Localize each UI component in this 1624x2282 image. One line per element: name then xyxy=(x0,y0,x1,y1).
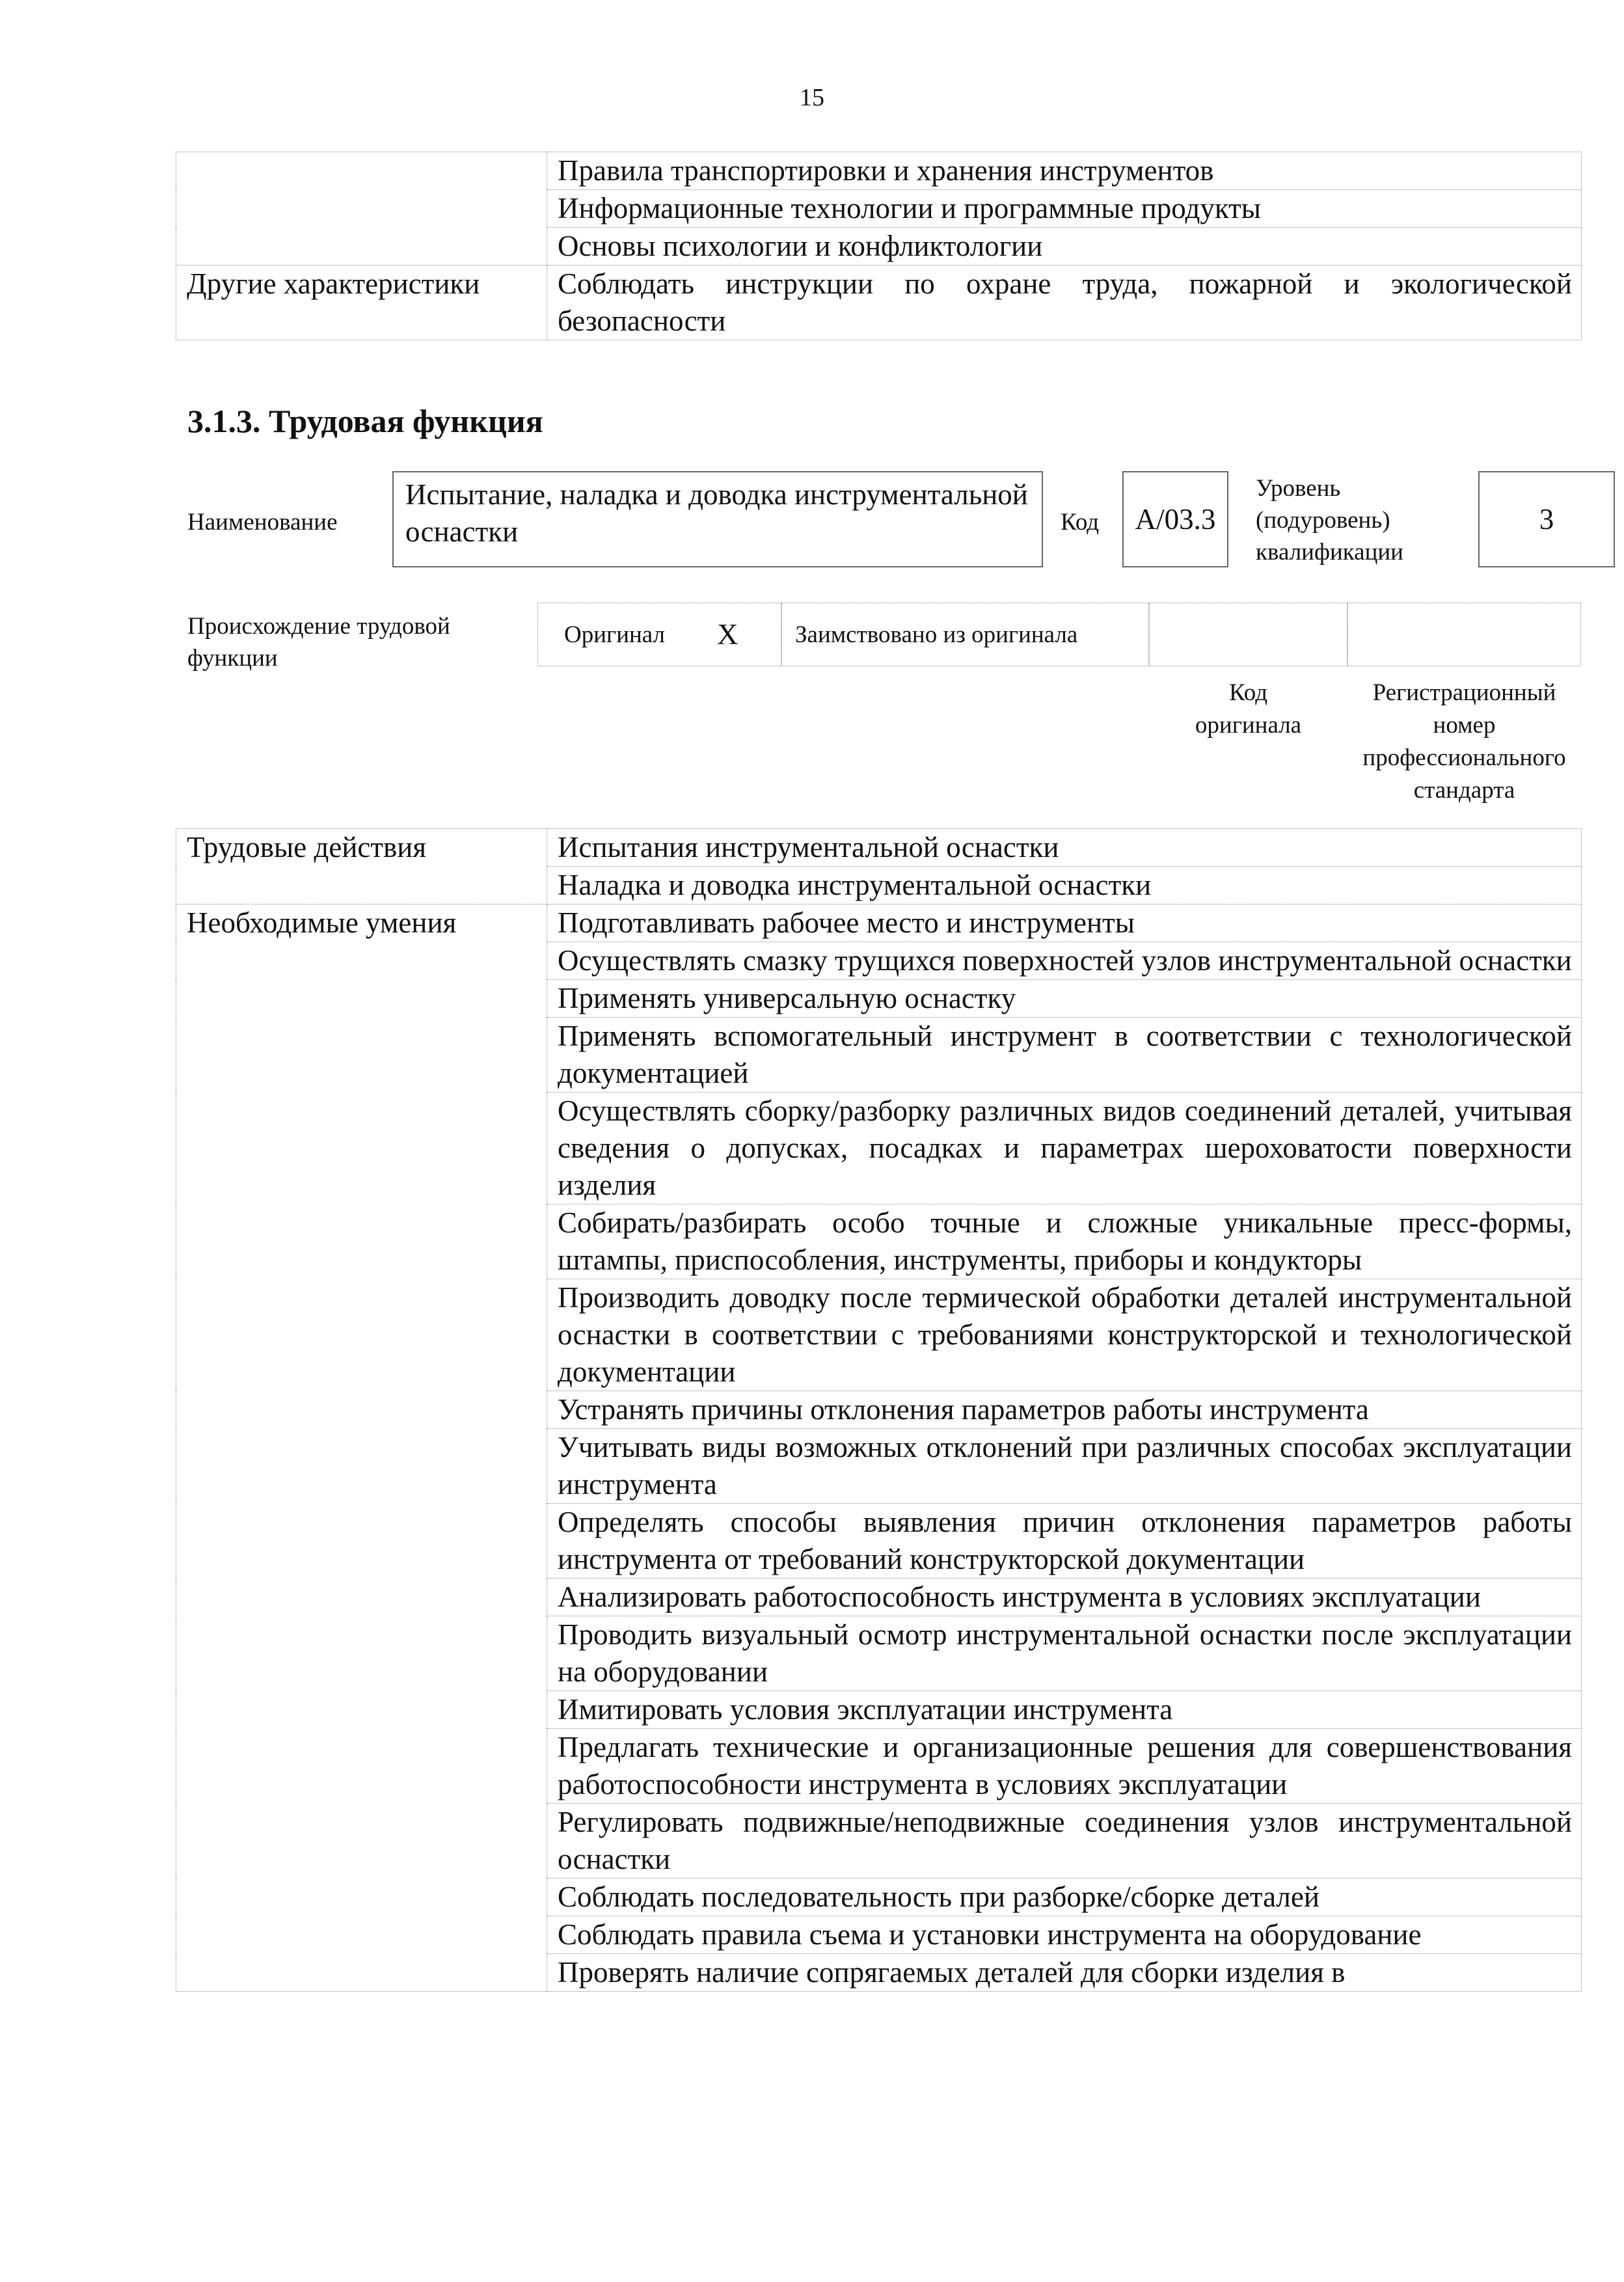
table-cell: Подготавливать рабочее место и инструменты xyxy=(547,904,1582,942)
code-box xyxy=(1122,471,1228,567)
row-value: Основы психологии и конфликтологии xyxy=(547,228,1582,265)
page-number: 15 xyxy=(800,84,824,111)
caption-line: Регистрационный xyxy=(1372,679,1556,706)
level-label-line: квалификации xyxy=(1256,539,1403,565)
origin-reg-caption xyxy=(1347,677,1581,807)
table-cell: Осуществлять смазку трущихся поверхностей узлов инструментальной оснастки xyxy=(547,942,1582,980)
origin-label-line: функции xyxy=(187,645,278,672)
table-cell: Предлагать технические и организационные решения для совершенствования работоспособности инструмента в условиях эксплуатации xyxy=(547,1729,1582,1804)
code-label: Код xyxy=(1061,509,1100,536)
table-cell: Учитывать виды возможных отклонений при различных способах эксплуатации инструмента xyxy=(547,1429,1582,1504)
table-cell: Соблюдать последовательность при разборке/сборке деталей xyxy=(547,1879,1582,1916)
name-value: Испытание, наладка и доводка инструментальной оснастки xyxy=(405,478,1028,548)
table-cell: Определять способы выявления причин отклонения параметров работы инструмента от требований конструкторской документации xyxy=(547,1504,1582,1579)
origin-code-caption xyxy=(1149,677,1347,742)
table-cell: Имитировать условия эксплуатации инструмента xyxy=(547,1691,1582,1729)
group-label: Трудовые действия xyxy=(176,829,547,904)
table-cell: Устранять причины отклонения параметров работы инструмента xyxy=(547,1391,1582,1429)
level-label-line: Уровень xyxy=(1256,475,1341,502)
origin-code-cell xyxy=(1149,603,1347,666)
row-value: Соблюдать инструкции по охране труда, пожарной и экологической безопасности xyxy=(547,265,1582,340)
table-row xyxy=(176,152,1582,190)
table-cell: Испытания инструментальной оснастки xyxy=(547,829,1582,867)
origin-row xyxy=(537,603,1581,666)
main-table xyxy=(176,828,1582,1992)
table-cell: Анализировать работоспособность инструмента в условиях эксплуатации xyxy=(547,1579,1582,1616)
table-row xyxy=(176,265,1582,340)
group-label: Необходимые умения xyxy=(176,904,547,1992)
caption-line: стандарта xyxy=(1413,777,1515,804)
row-value: Информационные технологии и программные продукты xyxy=(547,190,1582,228)
row-label: Другие характеристики xyxy=(176,265,547,340)
name-label: Наименование xyxy=(187,509,338,536)
origin-label xyxy=(187,610,450,674)
table-cell: Наладка и доводка инструментальной оснастки xyxy=(547,867,1582,904)
table-cell: Проверять наличие сопрягаемых деталей для сборки изделия в xyxy=(547,1954,1582,1992)
level-value: 3 xyxy=(1539,502,1554,536)
caption-line: профессионального xyxy=(1362,744,1566,771)
table-cell: Производить доводку после термической обработки деталей инструментальной оснастки в соответствии с требованиями конструкторской и технологической документации xyxy=(547,1279,1582,1391)
level-label xyxy=(1256,472,1403,568)
caption-line: номер xyxy=(1433,712,1496,739)
table-cell: Осуществлять сборку/разборку различных видов соединений деталей, учитывая сведения о допусках, посадках и параметрах шероховатости поверхности изделия xyxy=(547,1093,1582,1204)
table-row xyxy=(176,829,1582,867)
origin-borrowed-cell xyxy=(781,603,1149,666)
level-box xyxy=(1478,471,1615,567)
original-mark: X xyxy=(717,618,738,651)
table-row xyxy=(176,904,1582,942)
code-value: А/03.3 xyxy=(1135,502,1216,536)
origin-original-cell xyxy=(537,603,781,666)
caption-line: Код xyxy=(1228,679,1268,706)
table-cell: Собирать/разбирать особо точные и сложные уникальные пресс-формы, штампы, приспособления, инструменты, приборы и кондукторы xyxy=(547,1204,1582,1279)
table-cell: Регулировать подвижные/неподвижные соединения узлов инструментальной оснастки xyxy=(547,1804,1582,1879)
table-cell: Применять универсальную оснастку xyxy=(547,980,1582,1018)
table-cell: Проводить визуальный осмотр инструментальной оснастки после эксплуатации на оборудовании xyxy=(547,1616,1582,1691)
name-box xyxy=(392,471,1043,567)
origin-reg-cell xyxy=(1347,603,1581,666)
table-cell: Применять вспомогательный инструмент в соответствии с технологической документацией xyxy=(547,1018,1582,1093)
section-title: 3.1.3. Трудовая функция xyxy=(187,403,543,439)
origin-label-line: Происхождение трудовой xyxy=(187,613,450,640)
borrowed-label: Заимствовано из оригинала xyxy=(795,621,1078,648)
table-cell: Соблюдать правила съема и установки инструмента на оборудование xyxy=(547,1916,1582,1954)
original-label: Оригинал xyxy=(564,621,666,648)
top-table xyxy=(176,152,1582,340)
caption-line: оригинала xyxy=(1195,712,1302,739)
level-label-line: (подуровень) xyxy=(1256,507,1390,534)
row-label xyxy=(176,152,547,265)
row-value: Правила транспортировки и хранения инструментов xyxy=(547,152,1582,190)
